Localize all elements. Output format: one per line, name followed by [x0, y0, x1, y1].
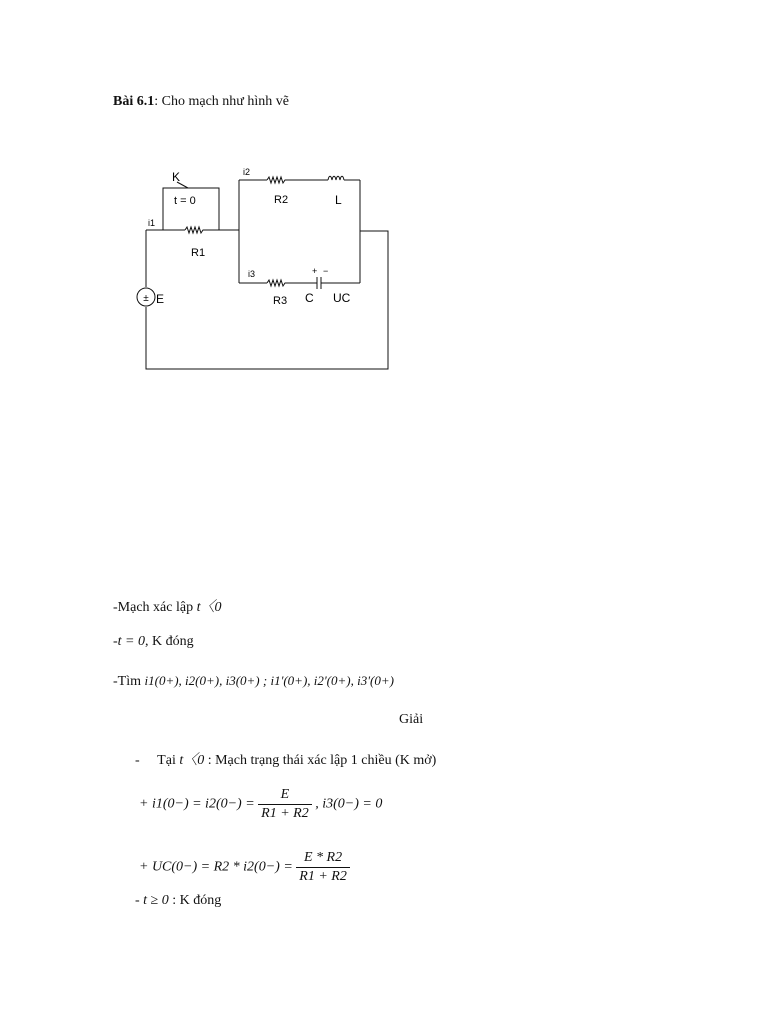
current-i2-label: i2: [243, 167, 251, 177]
bullet-2-text: : K đóng: [172, 893, 222, 908]
r1-resistor: [185, 227, 205, 233]
equation-1: [139, 786, 382, 823]
statement-2-text: , K đóng: [145, 634, 194, 649]
equation-1-lhs: + i1(0−) = i2(0−) =: [139, 796, 255, 812]
switch-time-label: t = 0: [174, 195, 196, 207]
r2-label: R2: [274, 194, 289, 206]
problem-number: Bài 6.1: [113, 94, 155, 109]
equation-2-denominator: R1 + R2: [299, 869, 347, 884]
r2-resistor: [267, 177, 287, 183]
bullet-2-math: t ≥ 0: [143, 893, 169, 908]
bullet-2-dash: -: [135, 893, 140, 908]
statement-1-text: -Mạch xác lập: [113, 600, 197, 615]
equation-2: [139, 849, 350, 886]
circuit-diagram: [130, 160, 410, 380]
equation-1-denominator: R1 + R2: [261, 806, 309, 821]
equation-2-fraction: [296, 849, 350, 886]
current-i1-label: i1: [148, 218, 156, 228]
problem-statement: : Cho mạch như hình vẽ: [154, 94, 289, 109]
capacitor-voltage-label: UC: [333, 291, 351, 305]
bullet-1-text: : Mạch trạng thái xác lập 1 chiều (K mở): [207, 753, 437, 768]
bullet-1-math: t〈0: [179, 753, 205, 768]
r3-resistor: [267, 280, 287, 286]
solution-heading: Giải: [399, 712, 424, 727]
inductor-coil: [328, 176, 344, 180]
capacitor-label: C: [305, 291, 314, 305]
statement-2-dash: -: [113, 634, 118, 649]
statement-2-math: t = 0: [117, 634, 146, 649]
capacitor-plus: +: [312, 266, 318, 276]
problem-title: [113, 94, 289, 110]
inductor-label: L: [335, 193, 342, 207]
switch-label: K: [172, 170, 181, 184]
statement-3-math: i1(0+), i2(0+), i3(0+) ; i1'(0+), i2'(0+), i3'(0+): [144, 673, 394, 688]
statement-1-math: t〈0: [196, 600, 222, 615]
capacitor-plates: [317, 277, 321, 289]
solution-bullet-1: [135, 749, 436, 769]
equation-1-fraction: [258, 786, 312, 823]
statement-1: [113, 596, 221, 616]
statement-2: [113, 634, 194, 650]
equation-2-lhs: + UC(0−) = R2 * i2(0−) =: [139, 859, 293, 875]
r3-label: R3: [273, 295, 288, 307]
bullet-1-dash: -: [135, 753, 140, 768]
capacitor-minus: −: [323, 266, 329, 276]
source-polarity: ±: [143, 293, 149, 304]
bullet-1-prefix: Tại: [157, 753, 180, 768]
equation-2-numerator: E * R2: [296, 849, 350, 868]
equation-1-numerator: E: [258, 786, 312, 805]
current-i3-label: i3: [248, 269, 256, 279]
solution-bullet-2: [135, 893, 221, 909]
r1-label: R1: [191, 247, 206, 259]
statement-3-text: -Tìm: [113, 674, 145, 689]
source-label: E: [156, 292, 165, 306]
wire-bottom-right: [146, 231, 388, 369]
equation-1-tail: , i3(0−) = 0: [315, 796, 383, 812]
statement-3: [113, 673, 394, 690]
